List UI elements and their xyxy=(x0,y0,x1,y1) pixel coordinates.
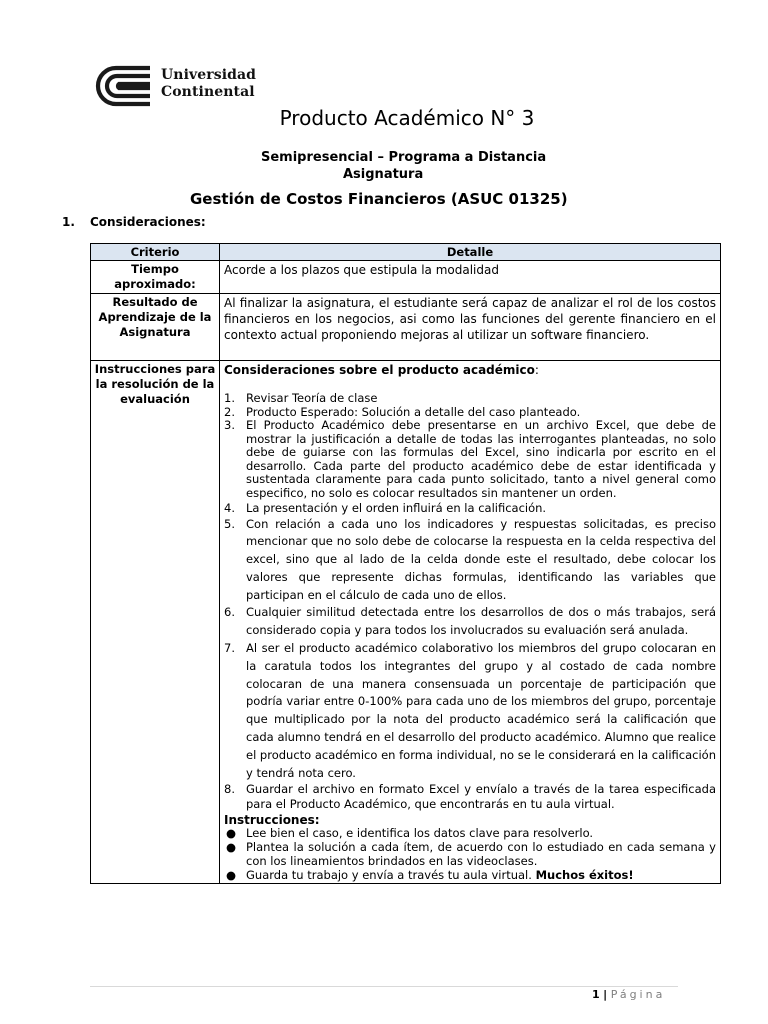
footer-separator: | xyxy=(603,988,608,1001)
list-item: ● Plantea la solución a cada ítem, de acuerdo con lo estudiado en cada semana y con los lineamientos brindados en las videoclases. xyxy=(226,840,716,869)
bullet-icon: ● xyxy=(226,826,237,841)
list-item: ● Guarda tu trabajo y envía a través tu aula virtual. Muchos éxitos! xyxy=(226,867,634,882)
bullet-icon: ● xyxy=(226,867,237,882)
bullet-icon: ● xyxy=(226,840,237,855)
page-footer xyxy=(592,988,665,1001)
table-header-row xyxy=(91,244,721,261)
list-item: ● Lee bien el caso, e identifica los datos clave para resolverlo. xyxy=(226,826,594,841)
page-word: Página xyxy=(610,988,666,1001)
table-row xyxy=(91,294,721,361)
list-item: 1. Revisar Teoría de clase xyxy=(224,391,378,405)
table-row xyxy=(91,261,721,294)
document-title: Producto Académico N° 3 xyxy=(279,106,535,130)
table-row xyxy=(91,361,721,884)
section-heading xyxy=(62,215,206,229)
university-logo xyxy=(92,64,257,108)
page-number: 1 xyxy=(592,988,600,1001)
logo-mark-icon xyxy=(92,64,156,108)
detalle-cell xyxy=(220,361,721,884)
considerations-heading: Consideraciones sobre el producto académico: xyxy=(224,363,539,377)
criterio-cell: Instrucciones para la resolución de la evaluación xyxy=(91,361,220,884)
list-item: 3. El Producto Académico debe presentarse en un archivo Excel, que debe de mostrar la justificación a detalle de todas las interrogantes planteadas, no solo debe de guiarse con las formulas del Excel, sino indicarla por escrito en el desarrollo. Cada parte del producto académico debe de estar identificada y sustentada claramente para cada punto solicitado, tanto a nivel general como especifico, no solo es colocar resultados sin mantener un orden. xyxy=(224,418,716,500)
course-title: Gestión de Costos Financieros (ASUC 01325) xyxy=(190,190,568,208)
detalle-cell: Acorde a los plazos que estipula la modalidad xyxy=(220,261,721,294)
header-detalle: Detalle xyxy=(220,244,721,261)
considerations-list xyxy=(224,392,716,812)
section-number: 1. xyxy=(62,215,75,229)
criterio-cell: Resultado de Aprendizaje de la Asignatura xyxy=(91,294,220,361)
footer-divider xyxy=(90,986,678,987)
detalle-cell: Al finalizar la asignatura, el estudiante será capaz de analizar el rol de los costos financieros en los negocios, asi como las funciones del gerente financiero en el contexto actual proponiendo mejoras al utilizar un software financiero. xyxy=(220,294,721,361)
list-item: 7. Al ser el producto académico colaborativo los miembros del grupo colocaran en la caratula todos los integrantes del grupo y al costado de cada nombre colocaran de una manera consensuada un porcentaje de participación que podría variar entre 0-100% para cada uno de los miembros del grupo, porcentaje que multiplicado por la nota del producto académico será la calificación que cada alumno tendrá en el desarrollo del producto académico. Alumno que realice el producto académico en forma individual, no se le considerará en la calificación y tendrá nota cero. xyxy=(224,641,716,780)
list-item: 2. Producto Esperado: Solución a detalle del caso planteado. xyxy=(224,404,581,419)
considerations-table xyxy=(90,243,721,884)
instructions-list xyxy=(224,827,716,882)
modality-subtitle: Semipresencial – Programa a Distancia xyxy=(261,150,547,165)
list-item: 6. Cualquier similitud detectada entre los desarrollos de dos o más trabajos, será considerado copia y para todos los involucrados su evaluación será anulada. xyxy=(224,605,716,638)
section-label: Consideraciones: xyxy=(90,215,206,229)
subject-label: Asignatura xyxy=(343,167,424,182)
logo-text-line1: Universidad xyxy=(161,67,257,83)
instructions-label: Instrucciones: xyxy=(224,813,320,828)
logo-text-line2: Continental xyxy=(161,84,255,100)
list-item: 4. La presentación y el orden influirá en la calificación. xyxy=(224,501,547,515)
criterio-cell: Tiempo aproximado: xyxy=(91,261,220,294)
list-item: 5. Con relación a cada uno los indicadores y respuestas solicitadas, es preciso mencionar que no solo debe de colocarse la respuesta en la celda respectiva del excel, sino que al lado de la celda donde este el resultado, debe colocar los valores que represente dichas formulas, identificando las variables que participan en el cálculo de cada uno de ellos. xyxy=(224,516,716,602)
header-criterio: Criterio xyxy=(91,244,220,261)
list-item: 8. Guardar el archivo en formato Excel y envíalo a través de la tarea especificada para el Producto Académico, que encontrarás en tu aula virtual. xyxy=(224,782,716,812)
